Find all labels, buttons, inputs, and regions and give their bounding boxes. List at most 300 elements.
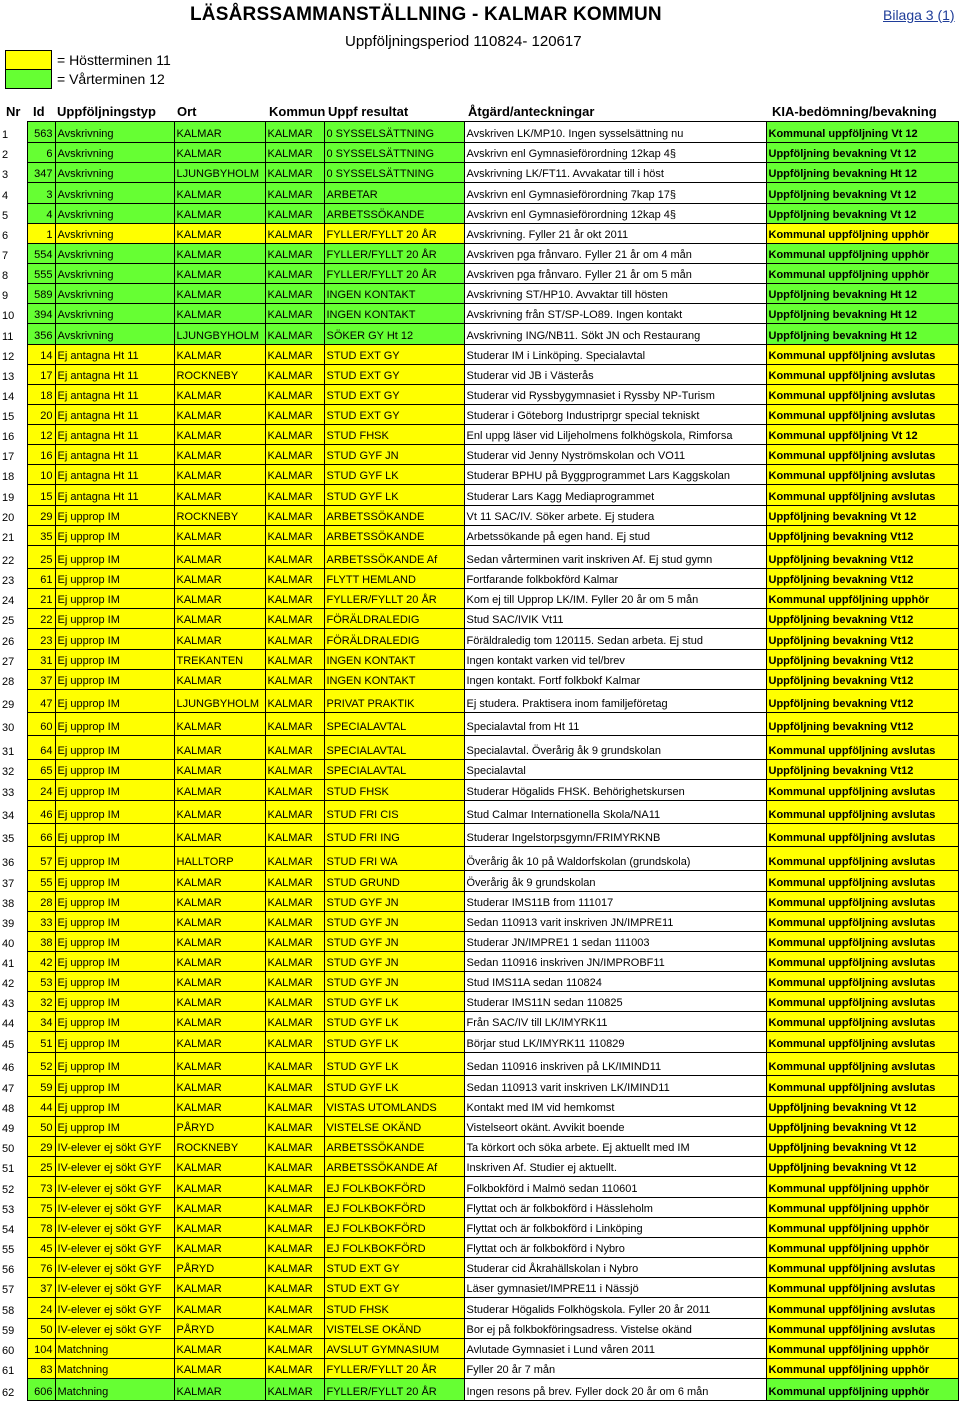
kia-cell: Kommunal uppföljning upphör	[766, 1218, 958, 1238]
kia-cell: Kommunal uppföljning avslutas	[766, 952, 958, 972]
nr-cell: 61	[0, 1359, 27, 1379]
ort-cell: KALMAR	[174, 1177, 265, 1198]
type-cell: Ej upprop IM	[55, 670, 174, 690]
table-row	[0, 163, 958, 183]
action-cell: Studerar Ingelstorpsgymn/FRIMYRKNB	[464, 824, 766, 847]
id-cell: 16	[27, 445, 55, 465]
id-cell: 37	[27, 1278, 55, 1298]
type-cell: IV-elever ej sökt GYF	[55, 1319, 174, 1339]
nr-cell: 10	[0, 304, 27, 324]
table-row	[0, 304, 958, 324]
type-cell: Ej upprop IM	[55, 847, 174, 871]
action-cell: Studerar JN/IMPRE1 1 sedan 111003	[464, 932, 766, 952]
table-row	[0, 143, 958, 163]
nr-cell: 56	[0, 1258, 27, 1278]
kia-cell: Kommunal uppföljning Vt 12	[766, 425, 958, 445]
result-cell: EJ FOLKBOKFÖRD	[324, 1198, 464, 1218]
table-row	[0, 780, 958, 801]
table-row	[0, 1137, 958, 1157]
kommun-cell: KALMAR	[265, 1278, 324, 1298]
result-cell: ARBETSSÖKANDE	[324, 204, 464, 224]
table-row	[0, 546, 958, 569]
id-cell: 29	[27, 506, 55, 526]
nr-cell: 45	[0, 1032, 27, 1053]
nr-cell: 39	[0, 912, 27, 932]
id-cell: 53	[27, 972, 55, 992]
table-row	[0, 1198, 958, 1218]
id-cell: 20	[27, 405, 55, 425]
ort-cell: KALMAR	[174, 780, 265, 801]
kommun-cell: KALMAR	[265, 244, 324, 264]
ort-cell: KALMAR	[174, 425, 265, 445]
kommun-cell: KALMAR	[265, 465, 324, 485]
table-row	[0, 224, 958, 244]
ort-cell: KALMAR	[174, 1198, 265, 1218]
kia-cell: Kommunal uppföljning upphör	[766, 1238, 958, 1258]
kommun-cell: KALMAR	[265, 992, 324, 1012]
type-cell: Ej upprop IM	[55, 690, 174, 713]
nr-cell: 17	[0, 445, 27, 465]
action-cell: Specialavtal	[464, 760, 766, 780]
table-row	[0, 526, 958, 546]
action-cell: Ingen kontakt varken vid tel/brev	[464, 650, 766, 670]
ort-cell: PÅRYD	[174, 1117, 265, 1137]
ort-cell: HALLTORP	[174, 847, 265, 871]
kommun-cell: KALMAR	[265, 143, 324, 163]
id-cell: 24	[27, 780, 55, 801]
action-cell: Ta körkort och söka arbete. Ej aktuellt med IM	[464, 1137, 766, 1157]
action-cell: Folkbokförd i Malmö sedan 110601	[464, 1177, 766, 1198]
ort-cell: KALMAR	[174, 972, 265, 992]
nr-cell: 31	[0, 736, 27, 760]
table-row	[0, 244, 958, 264]
nr-cell: 52	[0, 1177, 27, 1198]
ort-cell: LJUNGBYHOLM	[174, 163, 265, 183]
kommun-cell: KALMAR	[265, 345, 324, 365]
result-cell: STUD GYF LK	[324, 1076, 464, 1097]
nr-cell: 57	[0, 1278, 27, 1298]
kia-cell: Kommunal uppföljning upphör	[766, 1379, 958, 1401]
ort-cell: KALMAR	[174, 609, 265, 629]
kia-cell: Uppföljning bevakning Vt12	[766, 629, 958, 650]
action-cell: Studerar IMS11N sedan 110825	[464, 992, 766, 1012]
type-cell: Ej antagna Ht 11	[55, 465, 174, 485]
action-cell: Studerar vid JB i Västerås	[464, 365, 766, 385]
kia-cell: Kommunal uppföljning avslutas	[766, 736, 958, 760]
table-row	[0, 1258, 958, 1278]
id-cell: 66	[27, 824, 55, 847]
id-cell: 31	[27, 650, 55, 670]
result-cell: STUD EXT GY	[324, 1258, 464, 1278]
ort-cell: KALMAR	[174, 546, 265, 569]
type-cell: Ej upprop IM	[55, 713, 174, 736]
page-title: LÄSÅRSSAMMANSTÄLLNING - KALMAR KOMMUN	[190, 4, 662, 25]
action-cell: Studerar Lars Kagg Mediaprogrammet	[464, 485, 766, 506]
action-cell: Avskrivn enl Gymnasieförordning 12kap 4§	[464, 143, 766, 163]
action-cell: Studerar IM i Linköping. Specialavtal	[464, 345, 766, 365]
action-cell: Specialavtal from Ht 11	[464, 713, 766, 736]
action-cell: Avskriven pga frånvaro. Fyller 21 år om 5 mån	[464, 264, 766, 284]
kia-cell: Uppföljning bevakning Vt 12	[766, 1117, 958, 1137]
ort-cell: KALMAR	[174, 122, 265, 143]
nr-cell: 25	[0, 609, 27, 629]
result-cell: EJ FOLKBOKFÖRD	[324, 1177, 464, 1198]
kia-cell: Kommunal uppföljning avslutas	[766, 385, 958, 405]
kommun-cell: KALMAR	[265, 183, 324, 204]
table-row	[0, 670, 958, 690]
nr-cell: 9	[0, 284, 27, 304]
result-cell: VISTELSE OKÄND	[324, 1117, 464, 1137]
id-cell: 6	[27, 143, 55, 163]
ort-cell: KALMAR	[174, 1218, 265, 1238]
nr-cell: 3	[0, 163, 27, 183]
nr-cell: 34	[0, 801, 27, 824]
kia-cell: Kommunal uppföljning avslutas	[766, 445, 958, 465]
id-cell: 25	[27, 1157, 55, 1177]
nr-cell: 24	[0, 589, 27, 609]
result-cell: VISTAS UTOMLANDS	[324, 1097, 464, 1117]
action-cell: Avskrivning ING/NB11. Sökt JN och Restaurang	[464, 324, 766, 345]
result-cell: INGEN KONTAKT	[324, 650, 464, 670]
table-row	[0, 122, 958, 143]
id-cell: 23	[27, 629, 55, 650]
kommun-cell: KALMAR	[265, 1177, 324, 1198]
id-cell: 3	[27, 183, 55, 204]
kommun-cell: KALMAR	[265, 760, 324, 780]
result-cell: STUD GYF JN	[324, 445, 464, 465]
kia-cell: Kommunal uppföljning avslutas	[766, 365, 958, 385]
type-cell: Ej upprop IM	[55, 912, 174, 932]
type-cell: Ej antagna Ht 11	[55, 445, 174, 465]
table-row	[0, 713, 958, 736]
ort-cell: KALMAR	[174, 912, 265, 932]
table-row	[0, 650, 958, 670]
table-row	[0, 589, 958, 609]
result-cell: STUD GRUND	[324, 871, 464, 892]
kommun-cell: KALMAR	[265, 1097, 324, 1117]
kia-cell: Uppföljning bevakning Vt12	[766, 690, 958, 713]
kommun-cell: KALMAR	[265, 546, 324, 569]
id-cell: 32	[27, 992, 55, 1012]
attachment-label: Bilaga 3 (1)	[883, 7, 955, 23]
type-cell: IV-elever ej sökt GYF	[55, 1258, 174, 1278]
nr-cell: 50	[0, 1137, 27, 1157]
kia-cell: Uppföljning bevakning Vt12	[766, 609, 958, 629]
id-cell: 24	[27, 1298, 55, 1319]
kommun-cell: KALMAR	[265, 952, 324, 972]
result-cell: STUD GYF JN	[324, 892, 464, 912]
action-cell: Avskrivning. Fyller 21 år okt 2011	[464, 224, 766, 244]
result-cell: STUD GYF LK	[324, 992, 464, 1012]
type-cell: Avskrivning	[55, 324, 174, 345]
id-cell: 61	[27, 569, 55, 589]
nr-cell: 36	[0, 847, 27, 871]
action-cell: Arbetssökande på egen hand. Ej stud	[464, 526, 766, 546]
kia-cell: Uppföljning bevakning Vt 12	[766, 143, 958, 163]
result-cell: STUD GYF LK	[324, 485, 464, 506]
kommun-cell: KALMAR	[265, 1032, 324, 1053]
ort-cell: KALMAR	[174, 304, 265, 324]
type-cell: Ej upprop IM	[55, 801, 174, 824]
table-row	[0, 345, 958, 365]
nr-cell: 40	[0, 932, 27, 952]
ort-cell: KALMAR	[174, 445, 265, 465]
type-cell: IV-elever ej sökt GYF	[55, 1298, 174, 1319]
nr-cell: 6	[0, 224, 27, 244]
id-cell: 50	[27, 1117, 55, 1137]
nr-cell: 2	[0, 143, 27, 163]
type-cell: Ej antagna Ht 11	[55, 345, 174, 365]
table-row	[0, 1053, 958, 1076]
kommun-cell: KALMAR	[265, 1198, 324, 1218]
nr-cell: 8	[0, 264, 27, 284]
table-row	[0, 629, 958, 650]
ort-cell: KALMAR	[174, 1238, 265, 1258]
action-cell: Avskrivning LK/FT11. Avvakatar till i höst	[464, 163, 766, 183]
nr-cell: 46	[0, 1053, 27, 1076]
result-cell: STUD EXT GY	[324, 385, 464, 405]
nr-cell: 43	[0, 992, 27, 1012]
kommun-cell: KALMAR	[265, 445, 324, 465]
kommun-cell: KALMAR	[265, 1319, 324, 1339]
kia-cell: Uppföljning bevakning Ht 12	[766, 163, 958, 183]
type-cell: Avskrivning	[55, 304, 174, 324]
type-cell: Ej upprop IM	[55, 760, 174, 780]
legend-label-autumn: = Höstterminen 11	[57, 52, 171, 68]
ort-cell: KALMAR	[174, 385, 265, 405]
action-cell: Stud IMS11A sedan 110824	[464, 972, 766, 992]
kia-cell: Kommunal uppföljning upphör	[766, 244, 958, 264]
table-row	[0, 892, 958, 912]
ort-cell: ROCKNEBY	[174, 506, 265, 526]
id-cell: 57	[27, 847, 55, 871]
action-cell: Ingen kontakt. Fortf folkbokf Kalmar	[464, 670, 766, 690]
ort-cell: KALMAR	[174, 736, 265, 760]
legend-swatch-spring	[5, 69, 52, 89]
ort-cell: KALMAR	[174, 204, 265, 224]
id-cell: 25	[27, 546, 55, 569]
type-cell: Avskrivning	[55, 143, 174, 163]
table-row	[0, 506, 958, 526]
legend-label-spring: = Vårterminen 12	[57, 71, 165, 87]
nr-cell: 21	[0, 526, 27, 546]
id-cell: 38	[27, 932, 55, 952]
type-cell: IV-elever ej sökt GYF	[55, 1198, 174, 1218]
id-cell: 42	[27, 952, 55, 972]
action-cell: Avskrivn enl Gymnasieförordning 12kap 4§	[464, 204, 766, 224]
type-cell: Ej upprop IM	[55, 609, 174, 629]
kia-cell: Uppföljning bevakning Vt 12	[766, 1137, 958, 1157]
type-cell: Matchning	[55, 1379, 174, 1401]
result-cell: STUD EXT GY	[324, 365, 464, 385]
table-row	[0, 1097, 958, 1117]
ort-cell: KALMAR	[174, 224, 265, 244]
kommun-cell: KALMAR	[265, 713, 324, 736]
result-cell: INGEN KONTAKT	[324, 304, 464, 324]
type-cell: Ej upprop IM	[55, 546, 174, 569]
type-cell: Ej upprop IM	[55, 952, 174, 972]
kommun-cell: KALMAR	[265, 1053, 324, 1076]
nr-cell: 13	[0, 365, 27, 385]
kia-cell: Uppföljning bevakning Vt 12	[766, 204, 958, 224]
nr-cell: 59	[0, 1319, 27, 1339]
action-cell: Sedan 110913 varit inskriven LK/IMIND11	[464, 1076, 766, 1097]
ort-cell: KALMAR	[174, 992, 265, 1012]
nr-cell: 44	[0, 1012, 27, 1032]
result-cell: FYLLER/FYLLT 20 ÅR	[324, 1379, 464, 1401]
kia-cell: Kommunal uppföljning avslutas	[766, 485, 958, 506]
ort-cell: TREKANTEN	[174, 650, 265, 670]
kia-cell: Kommunal uppföljning avslutas	[766, 1012, 958, 1032]
type-cell: Ej antagna Ht 11	[55, 425, 174, 445]
result-cell: STUD FRI ING	[324, 824, 464, 847]
kommun-cell: KALMAR	[265, 122, 324, 143]
ort-cell: PÅRYD	[174, 1258, 265, 1278]
ort-cell: KALMAR	[174, 526, 265, 546]
result-cell: VISTELSE OKÄND	[324, 1319, 464, 1339]
id-cell: 78	[27, 1218, 55, 1238]
id-cell: 34	[27, 1012, 55, 1032]
type-cell: IV-elever ej sökt GYF	[55, 1278, 174, 1298]
ort-cell: KALMAR	[174, 1359, 265, 1379]
kia-cell: Kommunal uppföljning avslutas	[766, 405, 958, 425]
result-cell: FÖRÄLDRALEDIG	[324, 609, 464, 629]
table-row	[0, 1238, 958, 1258]
ort-cell: KALMAR	[174, 824, 265, 847]
kia-cell: Uppföljning bevakning Ht 12	[766, 284, 958, 304]
kia-cell: Uppföljning bevakning Vt12	[766, 526, 958, 546]
type-cell: Ej upprop IM	[55, 1117, 174, 1137]
type-cell: IV-elever ej sökt GYF	[55, 1157, 174, 1177]
id-cell: 51	[27, 1032, 55, 1053]
result-cell: SPECIALAVTAL	[324, 736, 464, 760]
kia-cell: Uppföljning bevakning Vt12	[766, 569, 958, 589]
id-cell: 18	[27, 385, 55, 405]
nr-cell: 5	[0, 204, 27, 224]
kommun-cell: KALMAR	[265, 824, 324, 847]
action-cell: Studerar vid Ryssbygymnasiet i Ryssby NP-Turism	[464, 385, 766, 405]
action-cell: Studerar cid Åkrahällskolan i Nybro	[464, 1258, 766, 1278]
nr-cell: 14	[0, 385, 27, 405]
ort-cell: KALMAR	[174, 485, 265, 506]
table-row	[0, 1339, 958, 1359]
type-cell: Avskrivning	[55, 204, 174, 224]
type-cell: Ej upprop IM	[55, 780, 174, 801]
type-cell: Ej upprop IM	[55, 589, 174, 609]
nr-cell: 62	[0, 1379, 27, 1401]
kommun-cell: KALMAR	[265, 1157, 324, 1177]
nr-cell: 32	[0, 760, 27, 780]
kia-cell: Kommunal uppföljning Vt 12	[766, 122, 958, 143]
ort-cell: KALMAR	[174, 1097, 265, 1117]
table-row	[0, 609, 958, 629]
legend-swatch-autumn	[5, 50, 52, 70]
kia-cell: Uppföljning bevakning Vt12	[766, 650, 958, 670]
kommun-cell: KALMAR	[265, 736, 324, 760]
kia-cell: Kommunal uppföljning upphör	[766, 264, 958, 284]
type-cell: Ej upprop IM	[55, 569, 174, 589]
id-cell: 14	[27, 345, 55, 365]
type-cell: Avskrivning	[55, 224, 174, 244]
id-cell: 21	[27, 589, 55, 609]
table-row	[0, 760, 958, 780]
id-cell: 73	[27, 1177, 55, 1198]
action-cell: Ingen resons på brev. Fyller dock 20 år om 6 mån	[464, 1379, 766, 1401]
result-cell: STUD EXT GY	[324, 405, 464, 425]
nr-cell: 54	[0, 1218, 27, 1238]
table-row	[0, 1218, 958, 1238]
table-body	[0, 122, 958, 1401]
kommun-cell: KALMAR	[265, 780, 324, 801]
kommun-cell: KALMAR	[265, 304, 324, 324]
action-cell: Studerar IMS11B from 111017	[464, 892, 766, 912]
nr-cell: 20	[0, 506, 27, 526]
type-cell: Ej antagna Ht 11	[55, 365, 174, 385]
table-row	[0, 1076, 958, 1097]
type-cell: Avskrivning	[55, 284, 174, 304]
nr-cell: 11	[0, 324, 27, 345]
nr-cell: 1	[0, 122, 27, 143]
type-cell: Matchning	[55, 1339, 174, 1359]
nr-cell: 12	[0, 345, 27, 365]
result-cell: SPECIALAVTAL	[324, 713, 464, 736]
id-cell: 28	[27, 892, 55, 912]
id-cell: 47	[27, 690, 55, 713]
type-cell: Avskrivning	[55, 163, 174, 183]
kommun-cell: KALMAR	[265, 425, 324, 445]
ort-cell: KALMAR	[174, 589, 265, 609]
nr-cell: 16	[0, 425, 27, 445]
action-cell: Överårig åk 9 grundskolan	[464, 871, 766, 892]
result-cell: FYLLER/FYLLT 20 ÅR	[324, 244, 464, 264]
ort-cell: KALMAR	[174, 345, 265, 365]
action-cell: Vistelseort okänt. Avvikit boende	[464, 1117, 766, 1137]
id-cell: 46	[27, 801, 55, 824]
table-row	[0, 569, 958, 589]
result-cell: ARBETSSÖKANDE Af	[324, 546, 464, 569]
id-cell: 64	[27, 736, 55, 760]
kia-cell: Kommunal uppföljning upphör	[766, 1359, 958, 1379]
action-cell: Bor ej på folkbokföringsadress. Vistelse okänd	[464, 1319, 766, 1339]
kommun-cell: KALMAR	[265, 871, 324, 892]
kia-cell: Kommunal uppföljning avslutas	[766, 801, 958, 824]
id-cell: 29	[27, 1137, 55, 1157]
kia-cell: Uppföljning bevakning Vt12	[766, 546, 958, 569]
table-row	[0, 204, 958, 224]
type-cell: Ej upprop IM	[55, 650, 174, 670]
result-cell: ARBETAR	[324, 183, 464, 204]
kommun-cell: KALMAR	[265, 1076, 324, 1097]
ort-cell: KALMAR	[174, 244, 265, 264]
ort-cell: KALMAR	[174, 1076, 265, 1097]
kia-cell: Kommunal uppföljning upphör	[766, 1198, 958, 1218]
table-row	[0, 1298, 958, 1319]
result-cell: AVSLUT GYMNASIUM	[324, 1339, 464, 1359]
ort-cell: KALMAR	[174, 1012, 265, 1032]
action-cell: Kom ej till Upprop LK/IM. Fyller 20 år om 5 mån	[464, 589, 766, 609]
kia-cell: Kommunal uppföljning avslutas	[766, 1319, 958, 1339]
action-cell: Kontakt med IM vid hemkomst	[464, 1097, 766, 1117]
table-row	[0, 847, 958, 871]
id-cell: 394	[27, 304, 55, 324]
nr-cell: 60	[0, 1339, 27, 1359]
result-cell: STUD GYF LK	[324, 1032, 464, 1053]
table-row	[0, 405, 958, 425]
action-cell: Läser gymnasiet/IMPRE11 i Nässjö	[464, 1278, 766, 1298]
type-cell: Ej upprop IM	[55, 736, 174, 760]
result-cell: STUD FHSK	[324, 425, 464, 445]
id-cell: 347	[27, 163, 55, 183]
